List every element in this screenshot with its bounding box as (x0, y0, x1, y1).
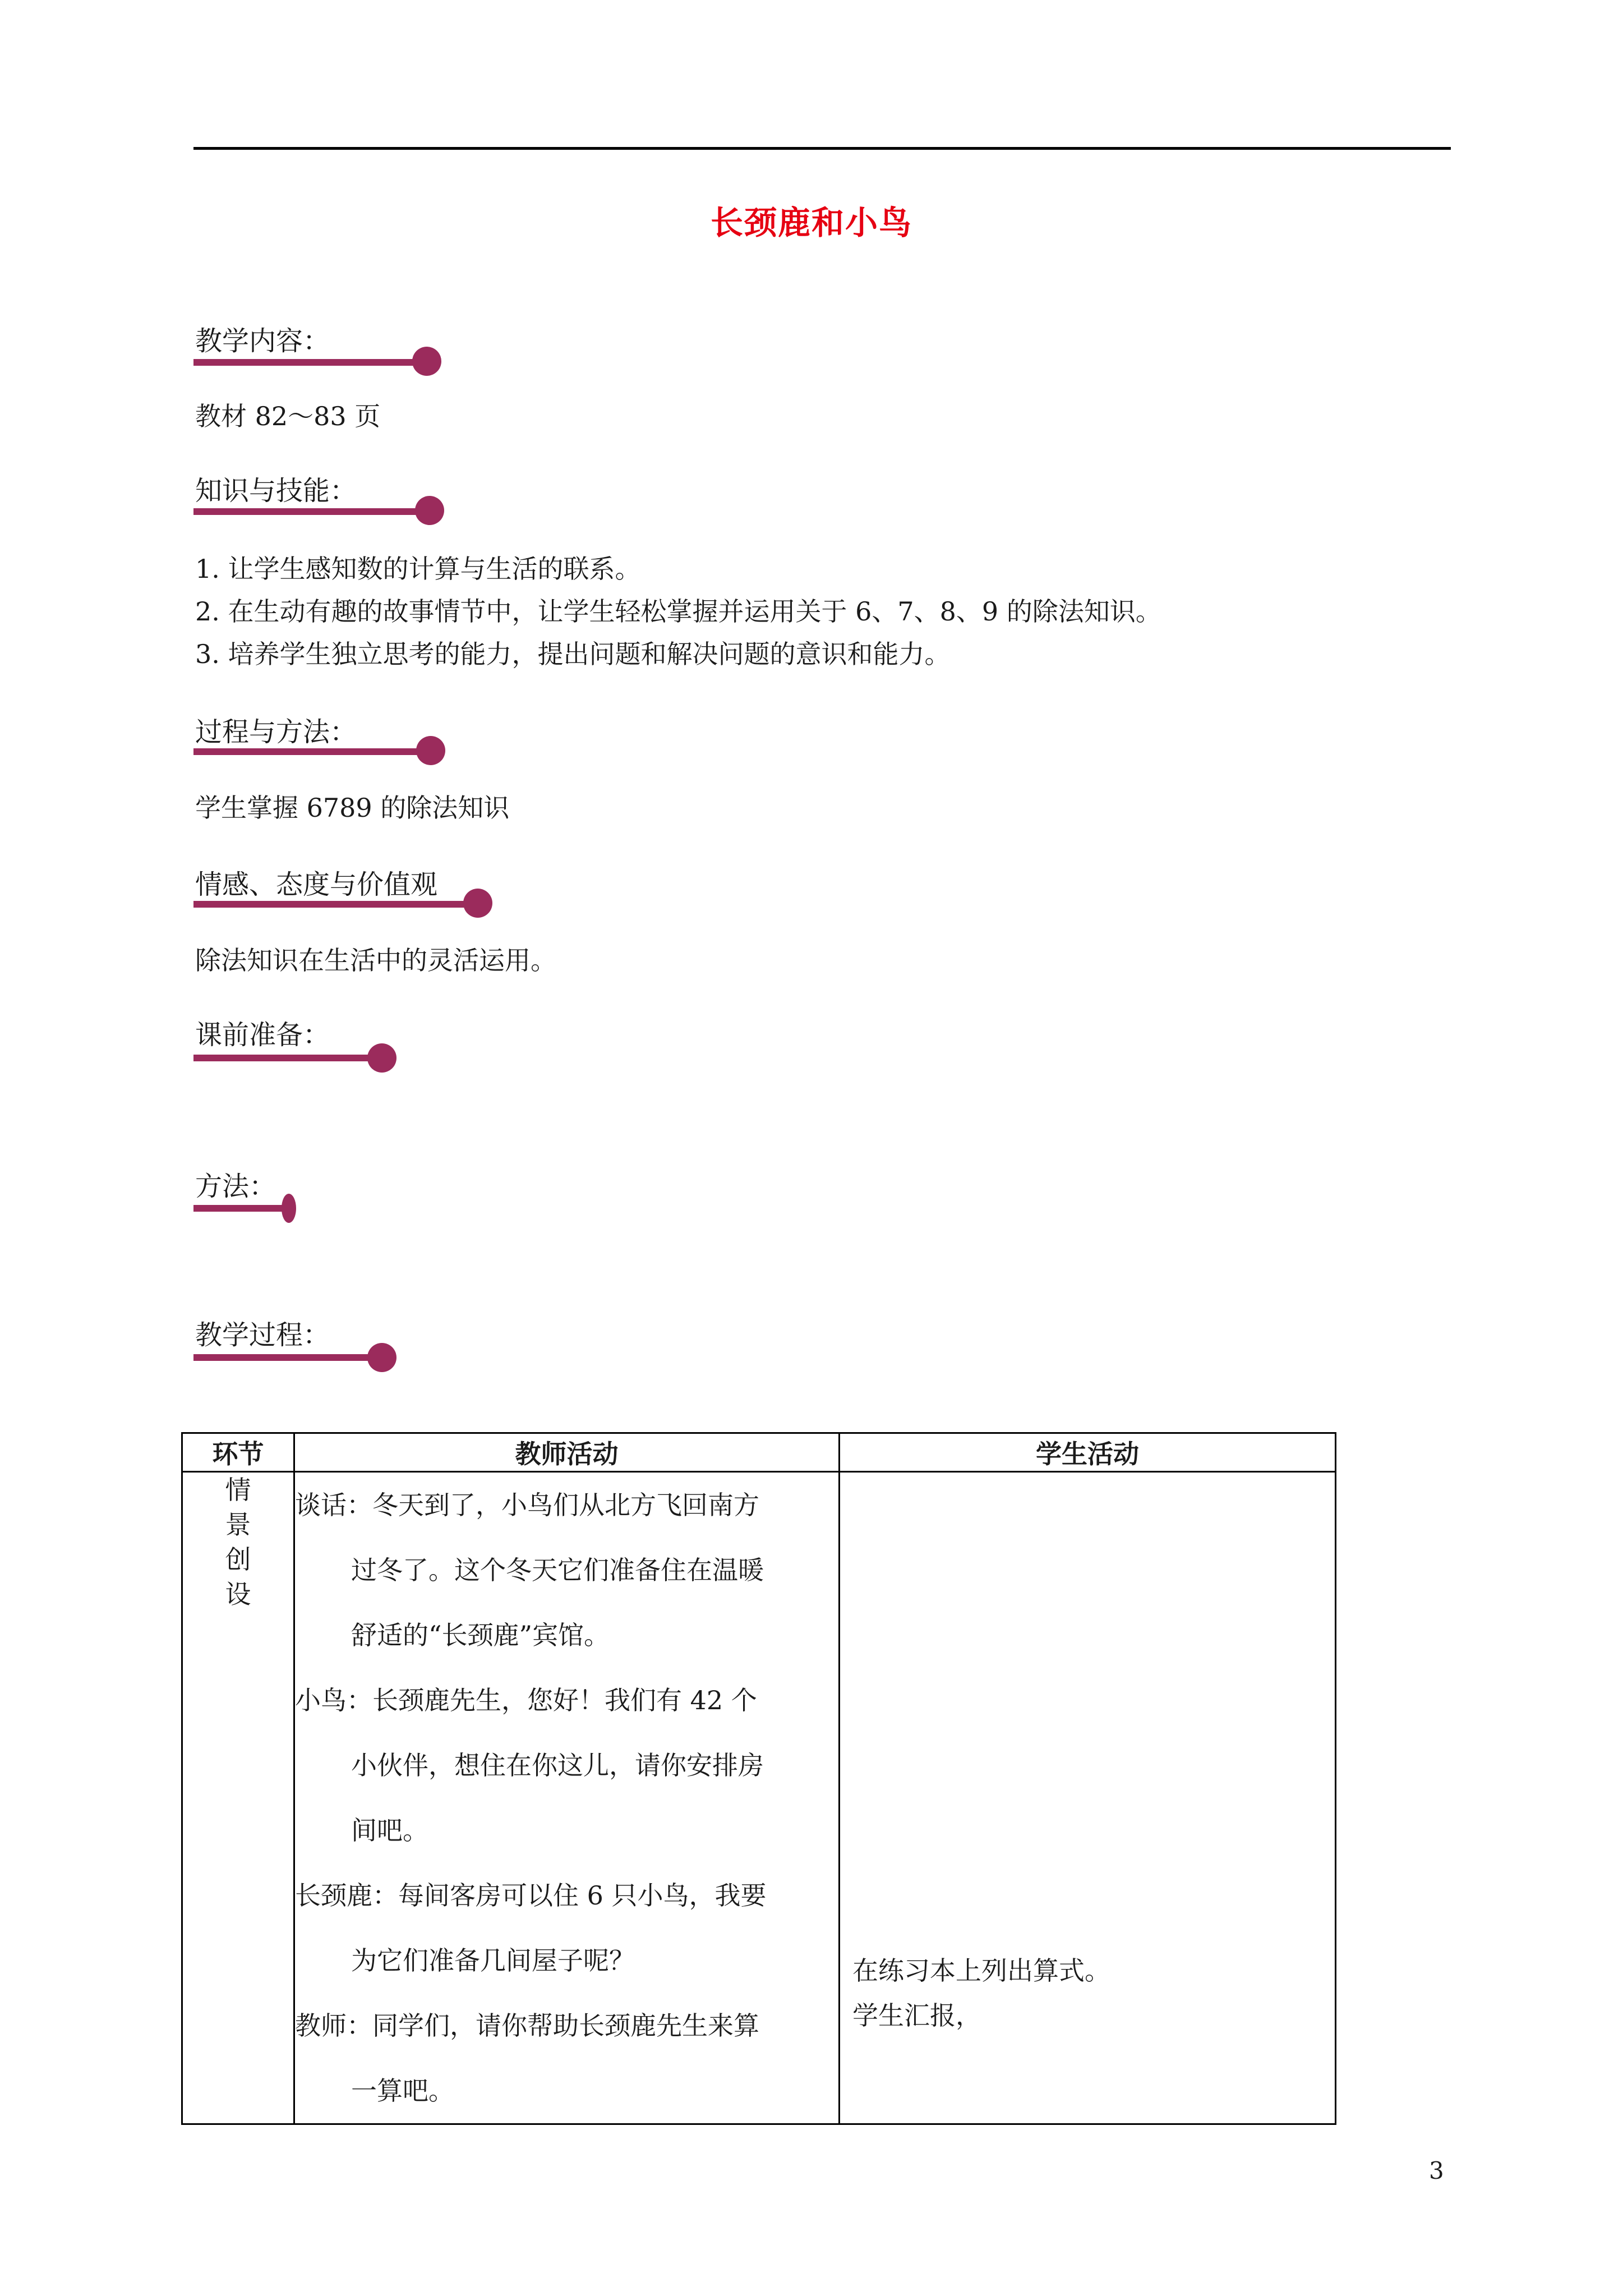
content-text: 教材 82～83 页 (195, 401, 381, 431)
section-underline (193, 1055, 379, 1061)
teacher-activity-cell (294, 1472, 840, 2124)
section-label-skills: 知识与技能： (195, 475, 357, 507)
section-dot-icon (416, 736, 445, 765)
dialogue-line: 间吧。 (351, 1815, 428, 1846)
section-dot-icon (367, 1043, 396, 1073)
skills-item-3: 3. 培养学生独立思考的能力，提出问题和解决问题的意识和能力。 (195, 639, 951, 669)
stage-cell (182, 1472, 294, 2124)
stage-char: 情 (225, 1475, 251, 1505)
section-dot-icon (367, 1343, 396, 1372)
header-student-activity: 学生活动 (840, 1433, 1336, 1472)
section-underline (193, 1354, 379, 1361)
dialogue-line: 小伙伴，想住在你这儿，请你安排房 (351, 1750, 764, 1780)
section-dot-icon (412, 347, 441, 376)
dialogue-line: 长颈鹿：每间客房可以住 6 只小鸟，我要 (295, 1880, 767, 1911)
section-underline (193, 748, 429, 755)
table-header-row (182, 1433, 1336, 1472)
dialogue-paragraph (295, 1473, 838, 1668)
section-label-process-method: 过程与方法： (195, 716, 357, 748)
section-label-emotion: 情感、态度与价值观 (195, 869, 438, 900)
header-teacher-activity: 教师活动 (294, 1433, 840, 1472)
page-number: 3 (1429, 2157, 1444, 2184)
dialogue-line: 舒适的“长颈鹿”宾馆。 (351, 1620, 610, 1650)
emotion-text: 除法知识在生活中的灵活运用。 (195, 945, 556, 976)
section-dot-icon (282, 1194, 296, 1223)
dialogue-line: 一算吧。 (351, 2076, 454, 2106)
skills-item-2: 2. 在生动有趣的故事情节中，让学生轻松掌握并运用关于 6、7、8、9 的除法知识。 (195, 596, 1161, 627)
table-row (182, 1472, 1336, 2124)
section-underline (193, 508, 429, 515)
section-underline (193, 1205, 289, 1212)
stage-char: 设 (225, 1579, 251, 1609)
dialogue-paragraph (295, 1993, 838, 2123)
student-activity-line: 在练习本上列出算式。 (852, 1955, 1110, 1986)
student-activity-cell (840, 1472, 1336, 2124)
dialogue-line: 过冬了。这个冬天它们准备住在温暖 (351, 1555, 764, 1585)
page-title: 长颈鹿和小鸟 (710, 204, 912, 242)
dialogue-paragraph (295, 1668, 838, 1863)
dialogue-line: 小鸟：长颈鹿先生，您好！我们有 42 个 (295, 1685, 757, 1715)
stage-char: 创 (225, 1544, 251, 1575)
dialogue-line: 为它们准备几间屋子呢？ (351, 1945, 635, 1976)
dialogue-line: 谈话：冬天到了，小鸟们从北方飞回南方 (295, 1490, 759, 1520)
lesson-table (181, 1432, 1336, 2125)
header-rule (193, 147, 1451, 150)
section-label-method: 方法： (195, 1171, 276, 1202)
skills-item-1: 1. 让学生感知数的计算与生活的联系。 (195, 554, 641, 584)
process-method-text: 学生掌握 6789 的除法知识 (195, 793, 510, 823)
section-label-content: 教学内容： (195, 325, 330, 357)
section-underline (193, 359, 423, 366)
dialogue-line: 教师：同学们，请你帮助长颈鹿先生来算 (295, 2010, 759, 2041)
header-stage: 环节 (182, 1433, 294, 1472)
section-label-preparation: 课前准备： (195, 1019, 330, 1051)
section-dot-icon (415, 496, 444, 525)
stage-char: 景 (225, 1510, 251, 1540)
section-dot-icon (463, 889, 492, 918)
section-underline (193, 901, 474, 908)
dialogue-paragraph (295, 1863, 838, 1993)
section-label-teaching-process: 教学过程： (195, 1319, 330, 1351)
student-activity-line: 学生汇报， (852, 2000, 981, 2031)
